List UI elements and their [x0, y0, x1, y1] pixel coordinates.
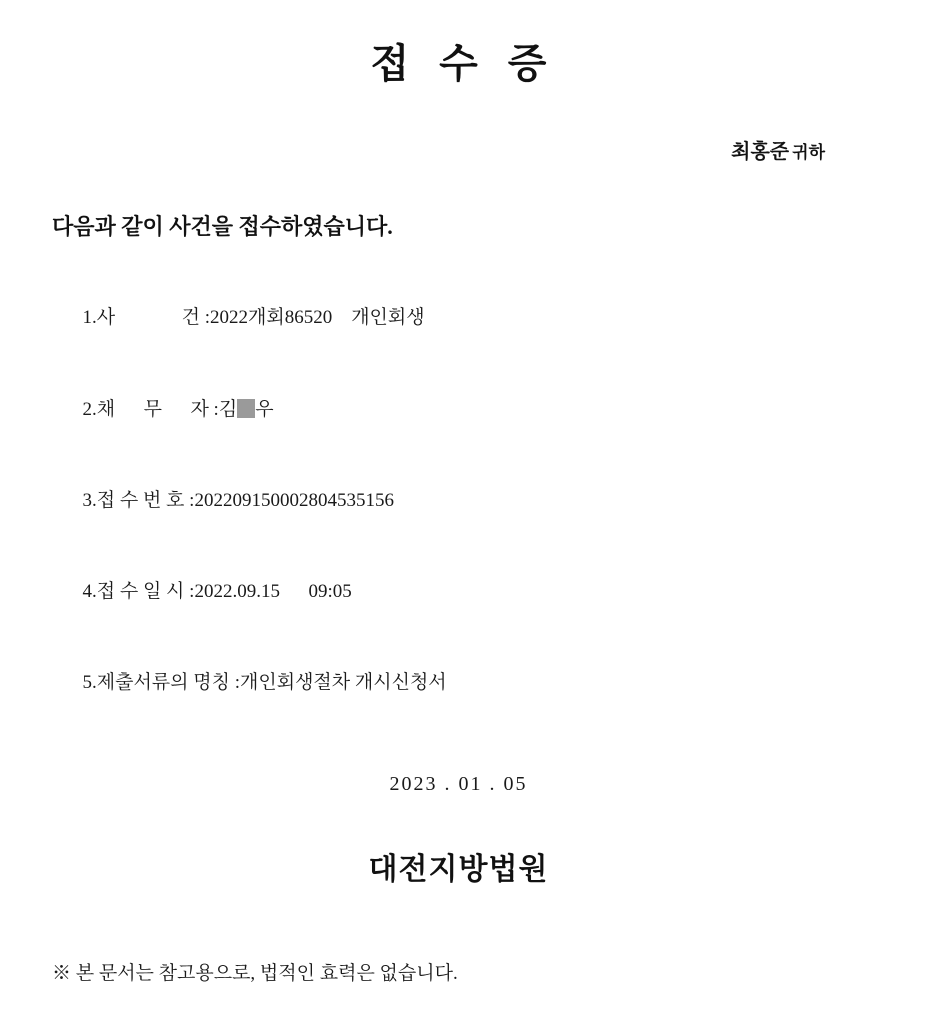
intro-text: 다음과 같이 사건을 접수하였습니다.: [52, 214, 393, 239]
recipient-suffix: 귀하: [792, 143, 825, 162]
recipient-line: [52, 135, 875, 164]
item-value-after: 우: [255, 399, 274, 420]
item-value: 202209150002804535156: [194, 490, 394, 511]
item-label: 사 건 :: [96, 307, 210, 328]
document-page: [0, 32, 927, 1025]
item-number: 3.: [82, 490, 97, 511]
item-number: 4.: [82, 581, 97, 602]
list-item: [54, 380, 875, 438]
recipient-name: 최홍준: [731, 141, 790, 163]
list-item: [54, 654, 875, 711]
item-number: 1.: [82, 307, 97, 328]
item-value: 2022.09.15 09:05: [194, 581, 352, 602]
legal-notice: ※ 본 문서는 참고용으로, 법적인 효력은 없습니다.: [52, 963, 458, 984]
item-value-before: 김: [218, 399, 238, 420]
list-item: [54, 563, 875, 620]
item-label: 채 무 자 :: [96, 399, 219, 420]
item-list: [54, 289, 875, 711]
item-label: 제출서류의 명칭 :: [96, 672, 241, 693]
list-item: [54, 289, 875, 346]
item-value: 개인회생절차 개시신청서: [240, 672, 447, 693]
item-number: 2.: [82, 399, 97, 420]
redaction-block: [237, 399, 255, 418]
issue-date: 2023 . 01 . 05: [389, 773, 528, 795]
page-title: 접 수 증: [370, 41, 557, 86]
item-label: 접 수 번 호 :: [96, 490, 195, 511]
item-value: 2022개회86520 개인회생: [210, 307, 425, 328]
list-item: [54, 472, 875, 529]
item-label: 접 수 일 시 :: [96, 581, 195, 602]
item-number: 5.: [82, 672, 97, 693]
court-name: 대전지방법원: [368, 853, 549, 886]
